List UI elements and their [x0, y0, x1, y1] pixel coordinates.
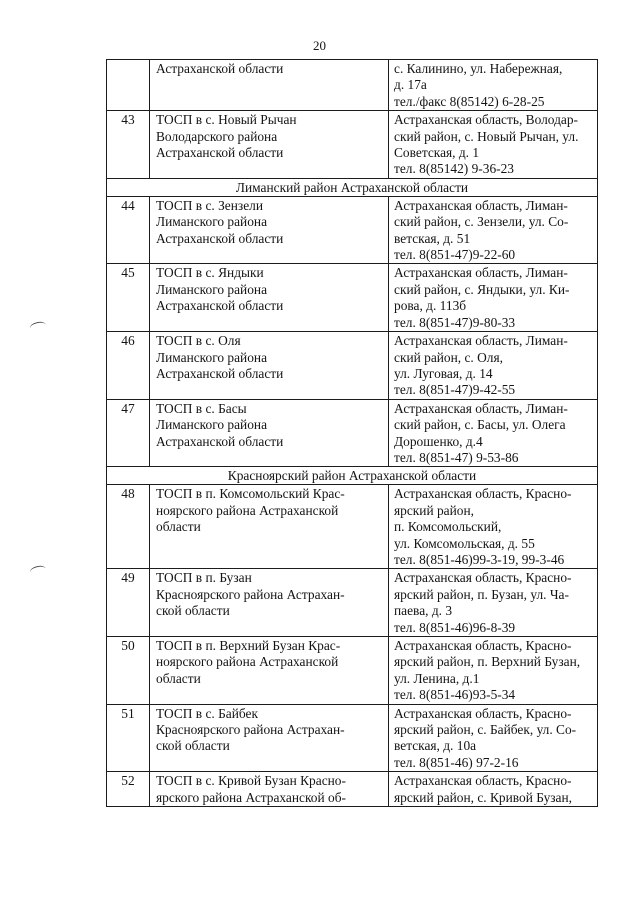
- office-name-line: ТОСП в с. Яндыки: [156, 265, 264, 281]
- office-name-line: ТОСП в с. Кривой Бузан Красно-: [156, 773, 346, 789]
- office-name-line: ТОСП в с. Оля: [156, 333, 241, 349]
- office-name-line: ТОСП в п. Комсомольский Крас-: [156, 486, 345, 502]
- office-name-line: ноярского района Астраханской: [156, 502, 339, 518]
- office-address-line: Советская, д. 1: [394, 145, 480, 161]
- office-address-line: с. Калинино, ул. Набережная,: [394, 61, 563, 76]
- office-address-line: ский район, с. Зензели, ул. Со-: [394, 214, 569, 230]
- office-name-cell: [150, 264, 389, 332]
- office-name-line: Астраханской области: [156, 145, 284, 161]
- office-address-line: тел. 8(851-46)99-3-19, 99-3-46: [394, 551, 565, 567]
- office-name-cell: [150, 485, 389, 569]
- table-row: [107, 485, 598, 569]
- row-number: 45: [107, 264, 150, 332]
- office-name-line: Красноярского района Астрахан-: [156, 722, 345, 738]
- office-address-cell: [389, 569, 598, 637]
- office-address-line: д. 17а: [394, 77, 427, 93]
- office-address-line: тел. 8(85142) 9-36-23: [394, 161, 515, 177]
- table-row: [107, 569, 598, 637]
- office-address-line: ул. Ленина, д.1: [394, 670, 480, 686]
- office-address-cell: [389, 264, 598, 332]
- office-address-line: ярский район, с. Кривой Бузан,: [394, 789, 573, 805]
- table-row: [107, 399, 598, 467]
- table-row: [107, 264, 598, 332]
- section-header-row: [107, 178, 598, 196]
- office-address-line: Дорошенко, д.4: [394, 433, 483, 449]
- office-address-line: ветская, д. 51: [394, 230, 471, 246]
- office-name-cell: [150, 332, 389, 400]
- office-address-line: ярский район, п. Верхний Бузан,: [394, 654, 581, 670]
- office-name-line: Лиманского района: [156, 417, 268, 433]
- office-name-line: Лиманского района: [156, 214, 268, 230]
- office-name-line: ТОСП в с. Новый Рычан: [156, 112, 297, 128]
- row-number: 49: [107, 569, 150, 637]
- office-name-line: ской области: [156, 603, 230, 619]
- table-row: [107, 111, 598, 179]
- row-number: 44: [107, 196, 150, 264]
- office-name-line: области: [156, 670, 201, 686]
- table-row: [107, 196, 598, 264]
- office-address-cell: [389, 60, 598, 111]
- office-address-line: ский район, с. Яндыки, ул. Ки-: [394, 281, 570, 297]
- section-title: Лиманский район Астраханской области: [107, 178, 598, 196]
- office-address-line: ский район, с. Оля,: [394, 349, 503, 365]
- office-name-line: Астраханской области: [156, 365, 284, 381]
- office-address-cell: [389, 704, 598, 772]
- office-address-line: Астраханская область, Красно-: [394, 486, 572, 502]
- office-address-line: тел. 8(851-47)9-22-60: [394, 247, 516, 263]
- office-name-line: ТОСП в с. Басы: [156, 400, 247, 416]
- office-name-line: Лиманского района: [156, 281, 268, 297]
- offices-table: [106, 59, 598, 807]
- office-address-line: ский район, с. Басы, ул. Олега: [394, 417, 566, 433]
- office-address-line: тел. 8(851-47)9-42-55: [394, 382, 516, 398]
- margin-mark: [29, 320, 47, 332]
- office-name-cell: [150, 111, 389, 179]
- office-address-cell: [389, 399, 598, 467]
- office-address-line: п. Комсомольский,: [394, 519, 502, 535]
- office-name-line: Астраханской области: [156, 61, 284, 76]
- office-address-line: ярский район,: [394, 502, 474, 518]
- office-address-line: Астраханская область, Володар-: [394, 112, 579, 128]
- office-address-line: Астраханская область, Лиман-: [394, 333, 568, 349]
- office-name-line: ТОСП в с. Байбек: [156, 705, 258, 721]
- row-number: 43: [107, 111, 150, 179]
- office-address-line: тел. 8(851-46)96-8-39: [394, 619, 516, 635]
- office-name-cell: [150, 772, 389, 807]
- row-number: 46: [107, 332, 150, 400]
- office-name-line: области: [156, 519, 201, 535]
- table-row: [107, 772, 598, 807]
- office-address-cell: [389, 111, 598, 179]
- office-address-cell: [389, 772, 598, 807]
- office-name-cell: [150, 60, 389, 111]
- table-row: [107, 332, 598, 400]
- office-name-line: Красноярского района Астрахан-: [156, 586, 345, 602]
- row-number: [107, 60, 150, 111]
- office-address-line: ярский район, п. Бузан, ул. Ча-: [394, 586, 569, 602]
- office-address-line: ский район, с. Новый Рычан, ул.: [394, 128, 579, 144]
- office-name-cell: [150, 196, 389, 264]
- office-address-line: тел. 8(851-46)93-5-34: [394, 687, 516, 703]
- office-name-line: Астраханской области: [156, 230, 284, 246]
- office-name-line: ской области: [156, 738, 230, 754]
- office-name-cell: [150, 399, 389, 467]
- office-address-cell: [389, 196, 598, 264]
- office-name-line: ноярского района Астраханской: [156, 654, 339, 670]
- office-name-line: Лиманского района: [156, 349, 268, 365]
- office-address-line: Астраханская область, Лиман-: [394, 265, 568, 281]
- row-number: 51: [107, 704, 150, 772]
- office-address-line: паева, д. 3: [394, 603, 453, 619]
- office-name-line: ТОСП в с. Зензели: [156, 197, 263, 213]
- office-address-line: Астраханская область, Красно-: [394, 570, 572, 586]
- office-name-line: Астраханской области: [156, 433, 284, 449]
- page-number: 20: [313, 38, 326, 53]
- office-address-line: тел./факс 8(85142) 6-28-25: [394, 93, 545, 109]
- row-number: 47: [107, 399, 150, 467]
- office-address-line: рова, д. 113б: [394, 298, 467, 314]
- office-name-cell: [150, 704, 389, 772]
- office-address-line: Астраханская область, Красно-: [394, 638, 572, 653]
- office-name-line: ТОСП в п. Бузан: [156, 570, 252, 586]
- office-address-line: тел. 8(851-46) 97-2-16: [394, 754, 519, 770]
- office-name-line: ТОСП в п. Верхний Бузан Крас-: [156, 638, 341, 653]
- office-name-cell: [150, 569, 389, 637]
- office-address-line: Астраханская область, Красно-: [394, 705, 572, 721]
- office-address-line: Астраханская область, Красно-: [394, 773, 572, 789]
- office-name-line: Астраханской области: [156, 298, 284, 314]
- row-number: 52: [107, 772, 150, 807]
- section-title: Красноярский район Астраханской области: [107, 467, 598, 485]
- row-number: 48: [107, 485, 150, 569]
- table-row: [107, 637, 598, 705]
- section-header-row: [107, 467, 598, 485]
- margin-mark: [29, 564, 47, 576]
- office-address-cell: [389, 332, 598, 400]
- office-address-line: Астраханская область, Лиман-: [394, 400, 568, 416]
- table-row: [107, 704, 598, 772]
- office-name-line: ярского района Астраханской об-: [156, 789, 346, 805]
- office-name-line: Володарского района: [156, 128, 278, 144]
- office-address-line: тел. 8(851-47) 9-53-86: [394, 449, 519, 465]
- office-address-cell: [389, 485, 598, 569]
- office-address-line: тел. 8(851-47)9-80-33: [394, 314, 516, 330]
- office-address-line: ул. Комсомольская, д. 55: [394, 535, 535, 551]
- office-address-line: ветская, д. 10а: [394, 738, 477, 754]
- office-address-cell: [389, 637, 598, 705]
- row-number: 50: [107, 637, 150, 705]
- office-name-cell: [150, 637, 389, 705]
- office-address-line: ул. Луговая, д. 14: [394, 365, 493, 381]
- table-row: [107, 60, 598, 111]
- office-address-line: ярский район, с. Байбек, ул. Со-: [394, 722, 577, 738]
- office-address-line: Астраханская область, Лиман-: [394, 197, 568, 213]
